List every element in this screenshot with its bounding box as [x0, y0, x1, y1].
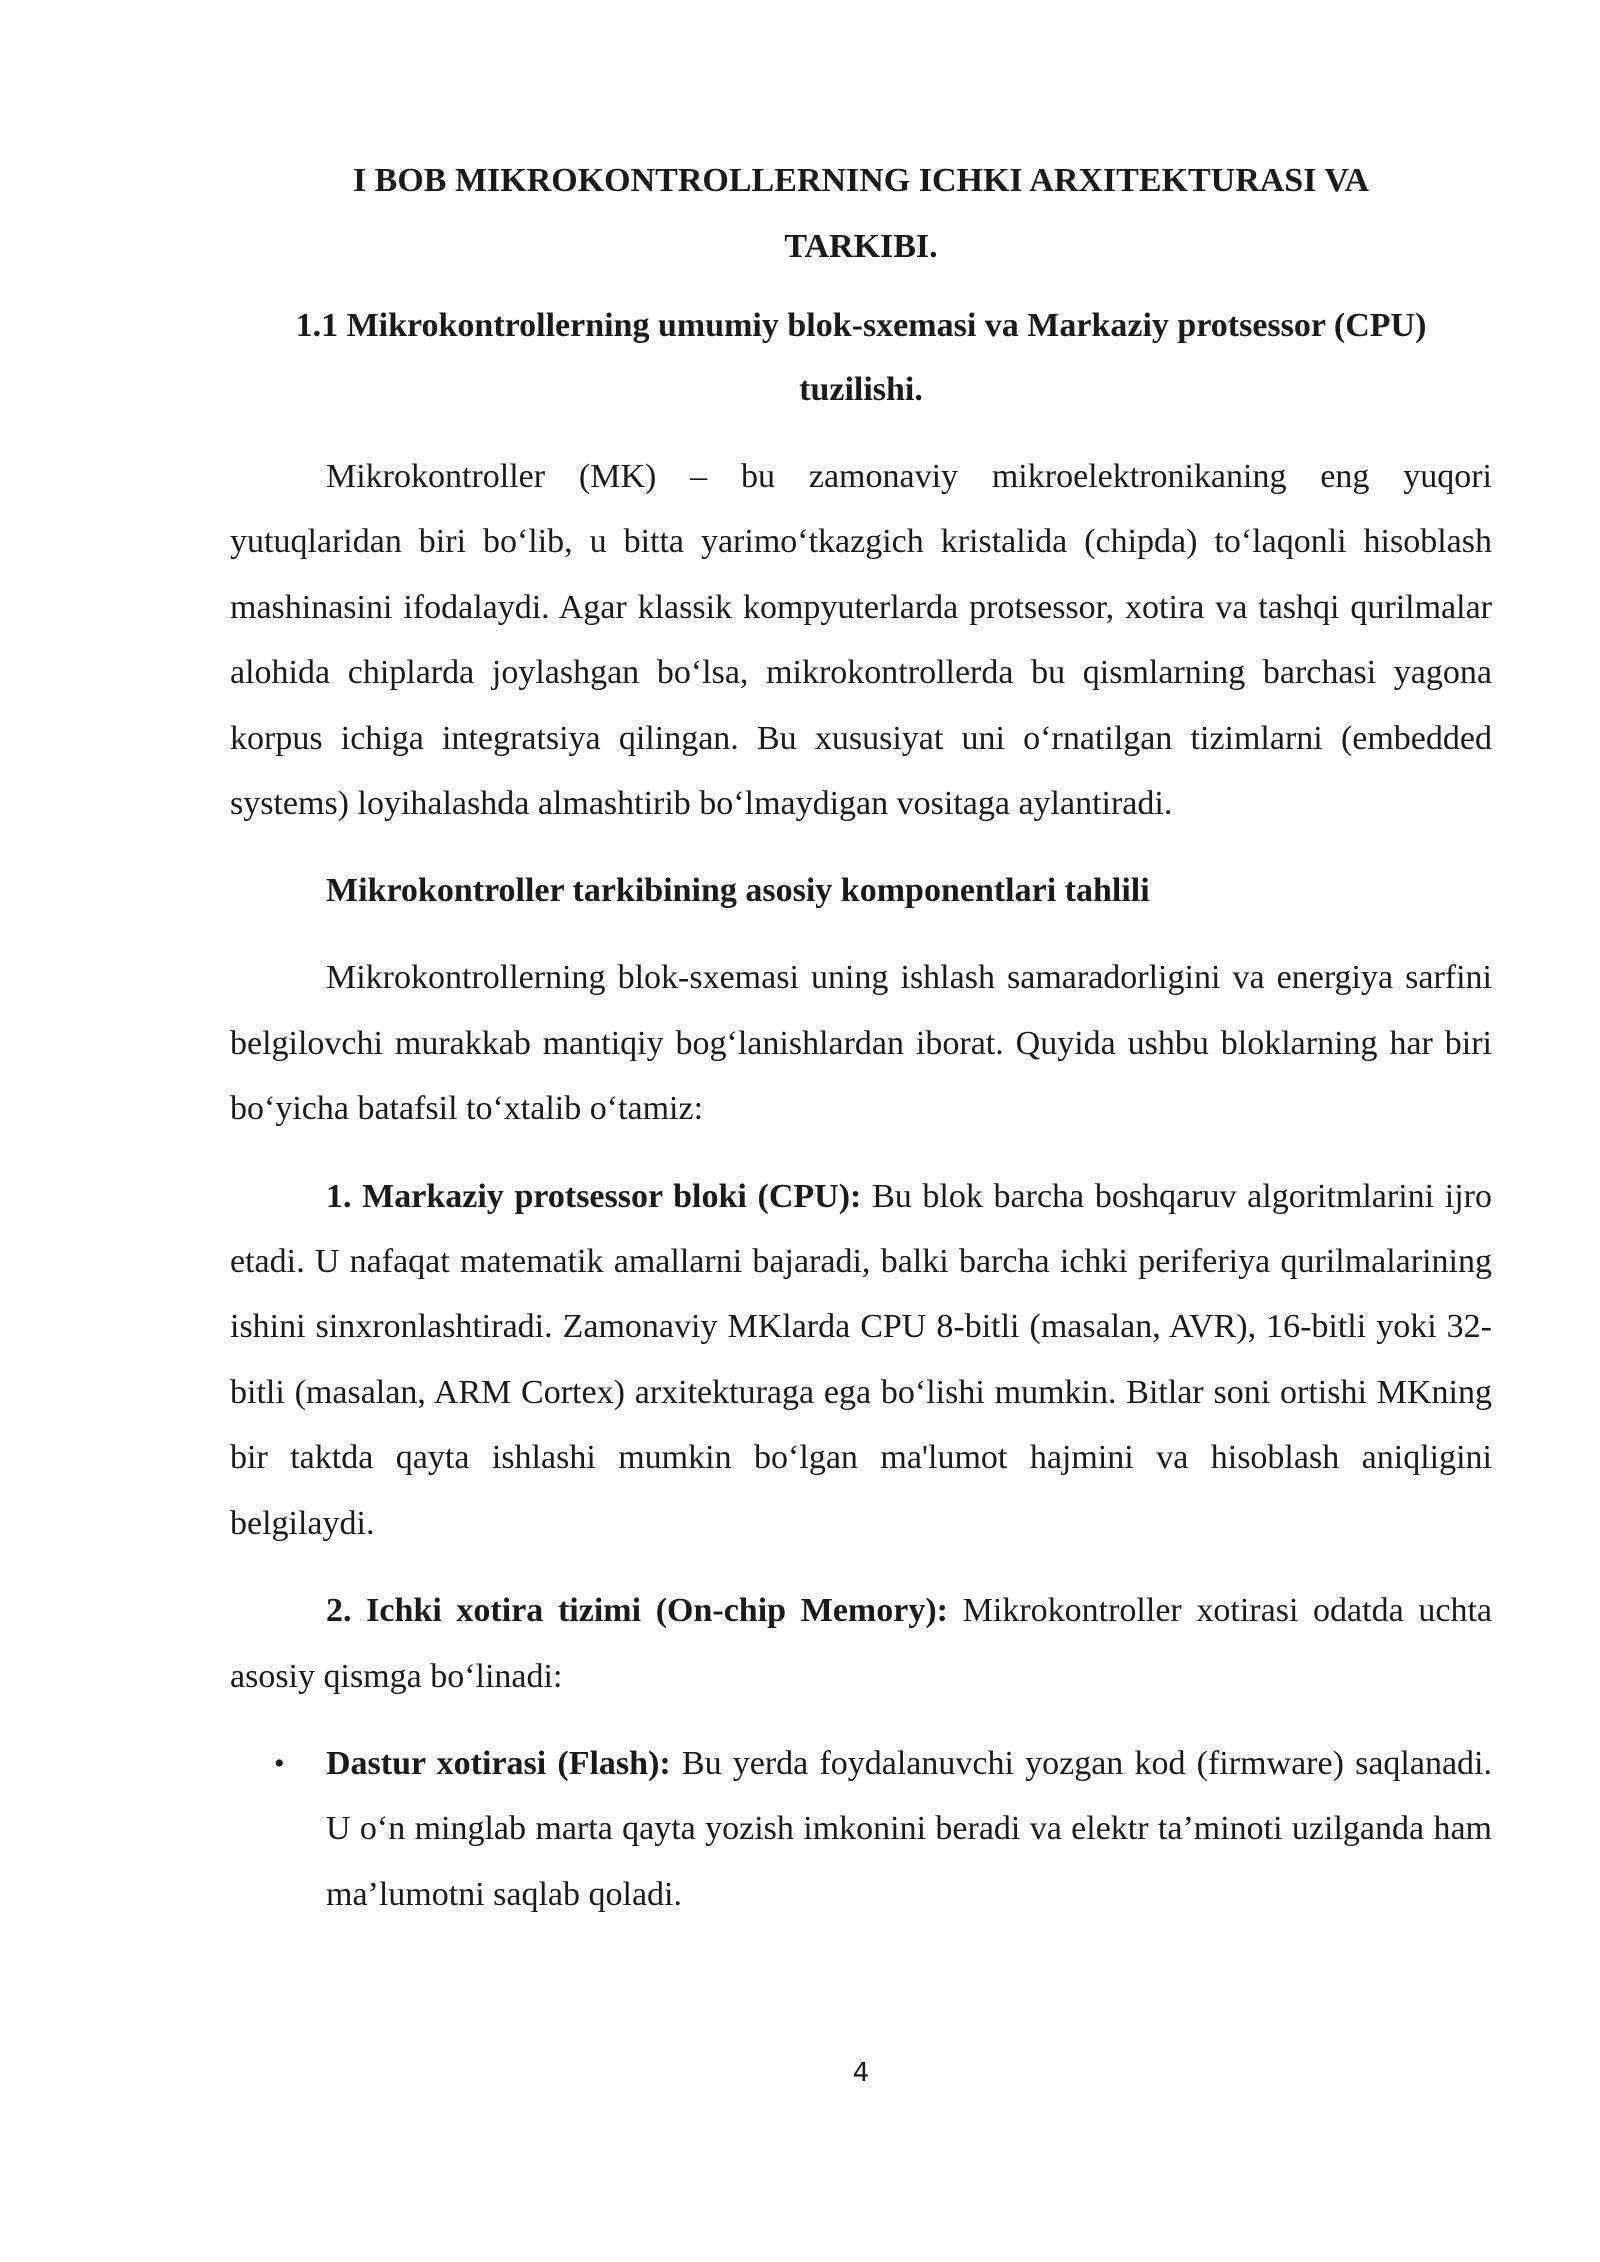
- section-title-line2: tuzilishi.: [799, 371, 923, 408]
- memory-text: Mikrokontroller xotirasi odatda uchta asosiy qismga bo‘linadi:: [230, 1592, 1492, 1695]
- document-page: [230, 148, 1492, 1927]
- components-subheading: Mikrokontroller tarkibining asosiy komponentlari tahlili: [326, 872, 1150, 910]
- intro-paragraph: Mikrokontroller (MK) – bu zamonaviy mikroelektronikaning eng yuqori yutuqlaridan biri bo‘lib, u bitta yarimo‘tkazgich kristalida (chipda) to‘laqonli hisoblash mashinasini ifodalaydi. Agar klassik kompyuterlarda protsessor, xotira va tashqi qurilmalar alohida chiplarda joylashgan bo‘lsa, mikrokontrollerda bu qismlarning barchasi yagona korpus ichiga integratsiya qilingan. Bu xususiyat uni o‘rnatilgan tizimlarni (embedded systems) loyihalashda almashtirib bo‘lmaydigan vositaga aylantiradi.: [230, 458, 1492, 823]
- memory-list: [230, 1731, 1492, 1927]
- flash-text: Bu yerda foydalanuvchi yozgan kod (firmware) saqlanadi. U o‘n minglab marta qayta yozish imkonini beradi va elektr ta’minoti uzilganda ham ma’lumotni saqlab qoladi.: [326, 1744, 1492, 1913]
- cpu-text: Bu blok barcha boshqaruv algoritmlarini ijro etadi. U nafaqat matematik amallarni bajaradi, balki barcha ichki periferiya qurilmalarining ishini sinxronlashtiradi. Zamonaviy MKlarda CPU 8-bitli (masalan, AVR), 16-bitli yoki 32-bitli (masalan, ARM Cortex) arxitekturaga ega bo‘lishi mumkin. Bitlar soni ortishi MKning bir taktda qayta ishlashi mumkin bo‘lgan ma'lumot hajmini va hisoblash aniqligini belgilaydi.: [230, 1177, 1493, 1542]
- cpu-paragraph: [230, 1164, 1492, 1556]
- list-item: [274, 1731, 1492, 1927]
- chapter-title-line1: I BOB MIKROKONTROLLERNING ICHKI ARXITEKTURASI VA: [352, 162, 1370, 199]
- memory-paragraph: [230, 1578, 1492, 1709]
- chapter-title: [230, 148, 1492, 280]
- memory-label: 2. Ichki xotira tizimi (On-chip Memory):: [326, 1592, 948, 1630]
- blocks-intro-paragraph: Mikrokontrollerning blok-sxemasi uning ishlash samaradorligini va energiya sarfini belgilovchi murakkab mantiqiy bog‘lanishlardan iborat. Quyida ushbu bloklarning har biri bo‘yicha batafsil to‘xtalib o‘tamiz:: [230, 959, 1492, 1128]
- bullet-icon: •: [274, 1746, 285, 1780]
- flash-label: Dastur xotirasi (Flash):: [326, 1744, 671, 1782]
- chapter-title-line2: TARKIBI.: [784, 228, 938, 265]
- page-number: 4: [852, 2058, 870, 2088]
- section-title-line1: 1.1 Mikrokontrollerning umumiy blok-sxemasi va Markaziy protsessor (CPU): [295, 307, 1427, 344]
- section-title: [230, 294, 1492, 422]
- cpu-label: 1. Markaziy protsessor bloki (CPU):: [326, 1177, 862, 1215]
